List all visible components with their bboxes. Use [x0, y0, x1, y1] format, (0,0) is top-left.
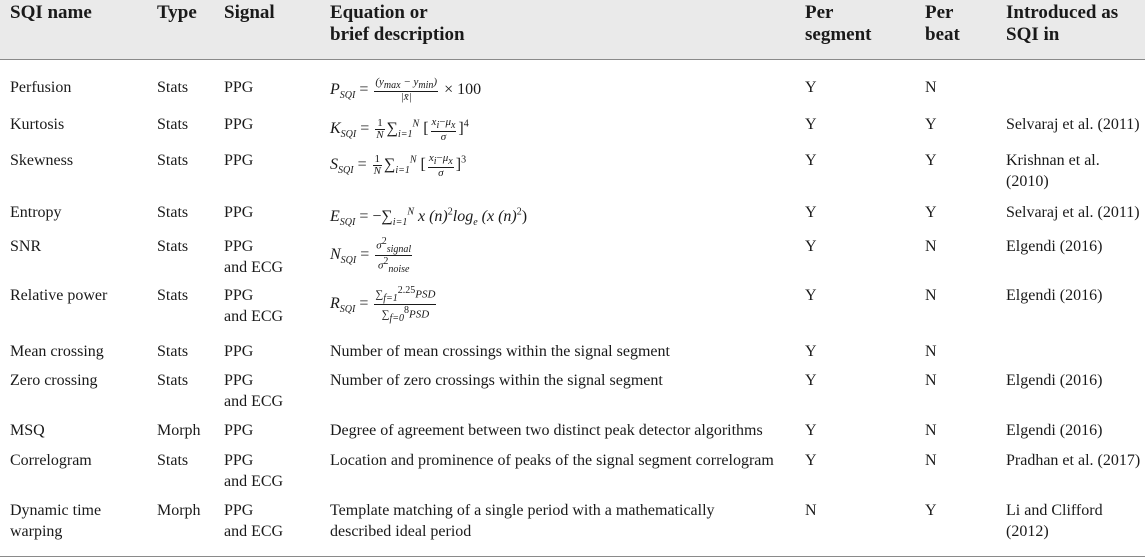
- cell-sqi-name: [10, 341, 104, 362]
- cell-per-beat: Y: [925, 204, 937, 221]
- cell-line: MSQ: [10, 422, 45, 439]
- eq-part: x: [431, 115, 437, 128]
- eq-part: μ: [442, 151, 449, 164]
- cell-type: [157, 420, 201, 441]
- cell-equation-or-description: [330, 202, 527, 234]
- eq-part: e: [473, 217, 478, 229]
- eq-part: −: [439, 115, 446, 128]
- cell-line: and ECG: [224, 259, 284, 276]
- cell-line: Stats: [157, 79, 189, 96]
- cell-per-segment: Y: [805, 79, 817, 96]
- cell-type: [157, 500, 201, 521]
- cell-line: Stats: [157, 343, 189, 360]
- eq-part: σ: [376, 239, 382, 252]
- table-header: [0, 0, 1145, 60]
- cell-signal: [224, 202, 253, 223]
- cell-line: PPG: [224, 343, 254, 360]
- eq-part: S: [330, 156, 338, 174]
- eq-part: SQI: [339, 89, 356, 101]
- eq-part: SQI: [340, 129, 357, 141]
- eq-part: N: [409, 155, 417, 166]
- header-line: brief description: [330, 24, 465, 45]
- cell-line: (2012): [1006, 523, 1049, 540]
- header-type: [157, 0, 197, 24]
- cell-equation-or-description: [330, 420, 763, 441]
- eq-part: 2.25: [397, 285, 416, 296]
- cell-signal: [224, 341, 253, 362]
- cell-signal: [224, 77, 253, 98]
- cell-per-segment: Y: [805, 204, 817, 221]
- cell-signal: [224, 150, 253, 171]
- cell-line: Relative power: [10, 287, 108, 304]
- cell-introduced-as-sqi-in: [1006, 500, 1103, 542]
- cell-line: PPG: [224, 287, 254, 304]
- cell-per-segment: Y: [805, 238, 817, 255]
- cell-line: Elgendi (2016): [1006, 287, 1103, 304]
- eq-part: (y: [375, 76, 384, 88]
- eq-part: 1: [377, 117, 383, 130]
- eq-part: μ: [445, 115, 451, 128]
- cell-line: Elgendi (2016): [1006, 238, 1103, 255]
- header-line: SQI in: [1006, 24, 1060, 45]
- cell-per-beat: Y: [925, 116, 937, 133]
- eq-part: K: [330, 120, 341, 138]
- eq-part: N: [373, 165, 381, 178]
- cell-type: [157, 114, 188, 135]
- cell-line: PPG: [224, 204, 254, 221]
- header-line: Per: [925, 2, 954, 23]
- eq-part: P: [330, 80, 340, 98]
- eq-part: f=1: [383, 292, 398, 304]
- cell-line: Template matching of a single period with a mathematically: [330, 502, 715, 519]
- cell-line: Dynamic time: [10, 502, 102, 519]
- cell-line: SNR: [10, 238, 42, 255]
- cell-line: Selvaraj et al. (2011): [1006, 204, 1140, 221]
- cell-line: PPG: [224, 152, 254, 169]
- eq-part: 4: [463, 119, 469, 130]
- eq-part: i=1: [398, 129, 413, 141]
- eq-part: σ: [377, 259, 384, 272]
- eq-part: SQI: [339, 304, 356, 316]
- cell-sqi-name: [10, 420, 45, 441]
- eq-part: σ: [438, 166, 444, 179]
- cell-signal: [224, 500, 283, 542]
- eq-part: PSD: [415, 288, 436, 301]
- header-per-segment: [805, 0, 871, 46]
- cell-line: PPG: [224, 116, 254, 133]
- cell-line: PPG: [224, 502, 254, 519]
- eq-part: − y: [400, 76, 419, 88]
- cell-type: [157, 77, 188, 98]
- cell-sqi-name: [10, 236, 41, 257]
- eq-part: f=0: [389, 312, 404, 324]
- cell-equation-or-description: [330, 450, 774, 471]
- eq-part: i=1: [395, 165, 410, 177]
- eq-part: 2: [381, 236, 387, 247]
- cell-sqi-name: [10, 150, 73, 171]
- cell-line: PPG: [224, 238, 254, 255]
- cell-type: [157, 236, 188, 257]
- cell-line: Entropy: [10, 204, 62, 221]
- cell-sqi-name: [10, 370, 98, 391]
- cell-line: Selvaraj et al. (2011): [1006, 116, 1140, 133]
- eq-part: i: [436, 119, 440, 131]
- eq-part: x: [428, 151, 434, 164]
- cell-line: Elgendi (2016): [1006, 372, 1103, 389]
- eq-part: −: [436, 151, 443, 164]
- cell-equation-or-description: [330, 77, 481, 106]
- cell-line: Morph: [157, 502, 201, 519]
- header-equation-or-description: [330, 0, 465, 46]
- eq-part: N: [330, 246, 341, 264]
- bottom-rule: [0, 556, 1145, 557]
- cell-per-segment: Y: [805, 152, 817, 169]
- cell-sqi-name: [10, 285, 107, 306]
- eq-part: x: [448, 155, 453, 167]
- eq-part: 8: [404, 304, 409, 316]
- header-introduced-as-sqi-in: [1006, 0, 1118, 46]
- eq-part: N: [407, 207, 414, 218]
- eq-part: × 100: [444, 80, 482, 98]
- cell-equation-or-description: [330, 114, 469, 146]
- cell-line: Stats: [157, 116, 189, 133]
- cell-per-segment: N: [805, 502, 817, 519]
- header-line: segment: [805, 24, 872, 45]
- eq-part: 1: [374, 153, 381, 166]
- cell-line: and ECG: [224, 473, 284, 490]
- cell-line: Krishnan et al.: [1006, 152, 1100, 169]
- cell-introduced-as-sqi-in: [1006, 450, 1140, 471]
- equation-perfusion: $P_{SQI}$ = $\frac{(y_{max} - y_{min})}{|x̄|}$ × 100: [330, 76, 482, 104]
- eq-part: x (n): [418, 208, 448, 226]
- eq-part: E: [330, 208, 340, 226]
- eq-part: R: [330, 295, 340, 313]
- cell-line: described ideal period: [330, 523, 472, 540]
- cell-line: Location and prominence of peaks of the signal segment correlogram: [330, 452, 774, 469]
- cell-line: Stats: [157, 287, 189, 304]
- cell-line: Pradhan et al. (2017): [1006, 452, 1141, 469]
- cell-line: PPG: [224, 79, 254, 96]
- cell-per-segment: Y: [805, 452, 817, 469]
- eq-part: 3: [461, 155, 467, 166]
- eq-part: σ: [440, 130, 447, 143]
- cell-introduced-as-sqi-in: [1006, 420, 1102, 441]
- cell-line: Skewness: [10, 152, 74, 169]
- eq-part: SQI: [339, 217, 356, 229]
- cell-per-beat: Y: [925, 152, 937, 169]
- cell-line: Elgendi (2016): [1006, 422, 1103, 439]
- header-line: SQI name: [10, 2, 92, 23]
- header-line: Per: [805, 2, 834, 23]
- cell-per-segment: Y: [805, 343, 817, 360]
- cell-type: [157, 450, 188, 471]
- eq-part: 2: [383, 255, 389, 267]
- cell-introduced-as-sqi-in: [1006, 285, 1102, 306]
- cell-type: [157, 370, 188, 391]
- cell-sqi-name: [10, 450, 92, 471]
- eq-part: 2: [447, 207, 453, 218]
- cell-line: Mean crossing: [10, 343, 104, 360]
- cell-line: Number of mean crossings within the signal segment: [330, 343, 670, 360]
- cell-type: [157, 285, 188, 306]
- eq-part: i=1: [392, 217, 408, 229]
- cell-line: Kurtosis: [10, 116, 65, 133]
- header-sqi-name: [10, 0, 92, 24]
- cell-line: (2010): [1006, 173, 1049, 190]
- cell-per-segment: Y: [805, 372, 817, 389]
- cell-line: Correlogram: [10, 452, 92, 469]
- equation-relpower: $R_{SQI}$ = $\frac{\sum_{f=1}^{2.25}PSD}{\sum_{f=0}^8PSD}$: [330, 285, 436, 324]
- cell-line: Degree of agreement between two distinct peak detector algorithms: [330, 422, 763, 439]
- cell-signal: [224, 370, 283, 412]
- eq-part: noise: [388, 263, 410, 275]
- cell-sqi-name: [10, 500, 101, 542]
- header-line: beat: [925, 24, 960, 45]
- cell-equation-or-description: [330, 341, 670, 362]
- cell-introduced-as-sqi-in: [1006, 150, 1100, 192]
- cell-introduced-as-sqi-in: [1006, 236, 1102, 257]
- eq-part: SQI: [340, 255, 357, 267]
- eq-part: log: [452, 208, 474, 226]
- eq-part: ): [433, 76, 438, 88]
- cell-signal: [224, 114, 253, 135]
- header-per-beat: [925, 0, 960, 46]
- equation-snr: $N_{SQI}$ = $\frac{\sigma^2_{signal}}{\sigma^2_{noise}}$: [330, 236, 412, 275]
- cell-line: Zero crossing: [10, 372, 98, 389]
- cell-line: Stats: [157, 204, 189, 221]
- cell-line: and ECG: [224, 393, 284, 410]
- cell-line: Morph: [157, 422, 201, 439]
- header-line: Equation or: [330, 2, 428, 23]
- cell-introduced-as-sqi-in: [1006, 202, 1140, 223]
- cell-equation-or-description: [330, 150, 466, 182]
- cell-per-beat: N: [925, 287, 937, 304]
- cell-per-segment: Y: [805, 422, 817, 439]
- cell-signal: [224, 420, 253, 441]
- cell-signal: [224, 450, 283, 492]
- eq-part: SQI: [338, 165, 354, 177]
- cell-sqi-name: [10, 114, 64, 135]
- cell-per-segment: Y: [805, 287, 817, 304]
- eq-part: PSD: [409, 308, 430, 321]
- cell-line: PPG: [224, 372, 254, 389]
- cell-line: and ECG: [224, 308, 284, 325]
- header-line: Signal: [224, 2, 275, 23]
- cell-equation-or-description: [330, 236, 414, 275]
- cell-per-beat: N: [925, 372, 937, 389]
- cell-per-segment: Y: [805, 116, 817, 133]
- cell-per-beat: N: [925, 79, 937, 96]
- cell-line: Stats: [157, 372, 189, 389]
- cell-signal: [224, 236, 283, 278]
- cell-line: Stats: [157, 238, 189, 255]
- cell-introduced-as-sqi-in: [1006, 114, 1140, 135]
- eq-part: i: [433, 155, 437, 167]
- header-signal: [224, 0, 275, 24]
- cell-sqi-name: [10, 77, 71, 98]
- cell-per-beat: N: [925, 343, 937, 360]
- cell-line: warping: [10, 523, 63, 540]
- header-line: Type: [157, 2, 197, 23]
- cell-type: [157, 150, 188, 171]
- cell-signal: [224, 285, 283, 327]
- eq-part: signal: [386, 243, 412, 255]
- eq-part: N: [376, 129, 384, 142]
- eq-part: 2: [516, 207, 522, 218]
- cell-equation-or-description: [330, 285, 438, 324]
- cell-introduced-as-sqi-in: [1006, 370, 1102, 391]
- cell-line: Perfusion: [10, 79, 72, 96]
- cell-line: Stats: [157, 452, 189, 469]
- cell-line: Li and Clifford: [1006, 502, 1103, 519]
- cell-equation-or-description: [330, 500, 715, 542]
- eq-part: x: [450, 119, 456, 131]
- equation-kurtosis: $K_{SQI}$ = $\frac{1}{N}$ $\sum_{i=1}^N$ [ $\frac{x_i-\mu_x}{\sigma}$ ]$^4$: [330, 115, 469, 143]
- equation-skewness: $S_{SQI}$ = $\frac{1}{N}$ $\sum_{i=1}^N$ [ $\frac{x_i-\mu_x}{\sigma}$ ]$^3$: [330, 151, 467, 179]
- eq-part: (x (n): [481, 208, 517, 226]
- cell-per-beat: Y: [925, 502, 937, 519]
- cell-line: and ECG: [224, 523, 284, 540]
- cell-sqi-name: [10, 202, 62, 223]
- eq-part: |x̄|: [400, 91, 412, 104]
- cell-per-beat: N: [925, 422, 937, 439]
- eq-part: N: [412, 119, 420, 130]
- cell-type: [157, 202, 188, 223]
- cell-per-beat: N: [925, 238, 937, 255]
- cell-equation-or-description: [330, 370, 663, 391]
- cell-per-beat: N: [925, 452, 937, 469]
- cell-line: PPG: [224, 422, 254, 439]
- cell-type: [157, 341, 188, 362]
- eq-part: max: [383, 80, 401, 92]
- header-line: Introduced as: [1006, 2, 1119, 23]
- cell-line: PPG: [224, 452, 254, 469]
- cell-line: Number of zero crossings within the signal segment: [330, 372, 663, 389]
- cell-line: Stats: [157, 152, 189, 169]
- eq-part: ): [521, 208, 528, 226]
- eq-part: min: [418, 80, 434, 92]
- equation-entropy: $E_{SQI} = -\sum_{i=1}^N$ x $(n)^2\log_e$ (x $(n)^2$): [330, 207, 528, 229]
